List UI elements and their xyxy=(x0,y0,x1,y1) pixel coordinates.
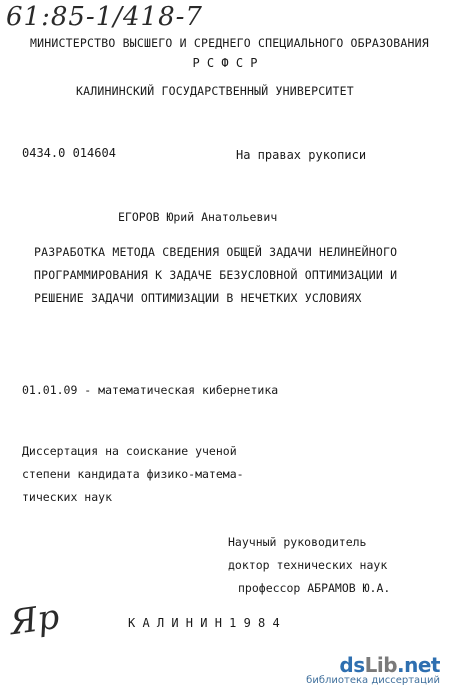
manuscript-note: На правах рукописи xyxy=(236,148,367,162)
title-line-3: РЕШЕНИЕ ЗАДАЧИ ОПТИМИЗАЦИИ В НЕЧЕТКИХ УСЛОВИЯХ xyxy=(34,291,362,305)
title-line-2: ПРОГРАММИРОВАНИЯ К ЗАДАЧЕ БЕЗУСЛОВНОЙ ОПТИМИЗАЦИИ И xyxy=(34,268,398,282)
title-line-1: РАЗРАБОТКА МЕТОДА СВЕДЕНИЯ ОБЩЕЙ ЗАДАЧИ НЕЛИНЕЙНОГО xyxy=(34,245,398,259)
watermark-subtitle: библиотека диссертаций xyxy=(306,675,440,686)
specialty-line: 01.01.09 - математическая кибернетика xyxy=(22,383,279,397)
republic-line: Р С Ф С Р xyxy=(192,56,258,70)
dslib-logo: dsLib.net xyxy=(339,653,440,677)
handwritten-signature: Яр xyxy=(7,596,62,644)
supervisor-line-3: профессор АБРАМОВ Ю.А. xyxy=(238,581,391,595)
dissertation-line-3: тических наук xyxy=(22,490,113,504)
supervisor-line-2: доктор технических наук xyxy=(228,558,388,572)
handwritten-code: 61:85-1/418-7 xyxy=(6,2,203,32)
dslib-watermark xyxy=(306,653,440,686)
author-name: ЕГОРОВ Юрий Анатольевич xyxy=(118,210,278,224)
university-line: КАЛИНИНСКИЙ ГОСУДАРСТВЕННЫЙ УНИВЕРСИТЕТ xyxy=(76,84,354,98)
city-year: К А Л И Н И Н 1 9 8 4 xyxy=(128,616,280,630)
dissertation-line-2: степени кандидата физико-матема- xyxy=(22,467,244,481)
record-number: 0434.0 014604 xyxy=(22,146,116,160)
supervisor-line-1: Научный руководитель xyxy=(228,535,367,549)
dissertation-line-1: Диссертация на соискание ученой xyxy=(22,444,237,458)
ministry-line: МИНИСТЕРСТВО ВЫСШЕГО И СРЕДНЕГО СПЕЦИАЛЬНОГО ОБРАЗОВАНИЯ xyxy=(30,36,429,50)
